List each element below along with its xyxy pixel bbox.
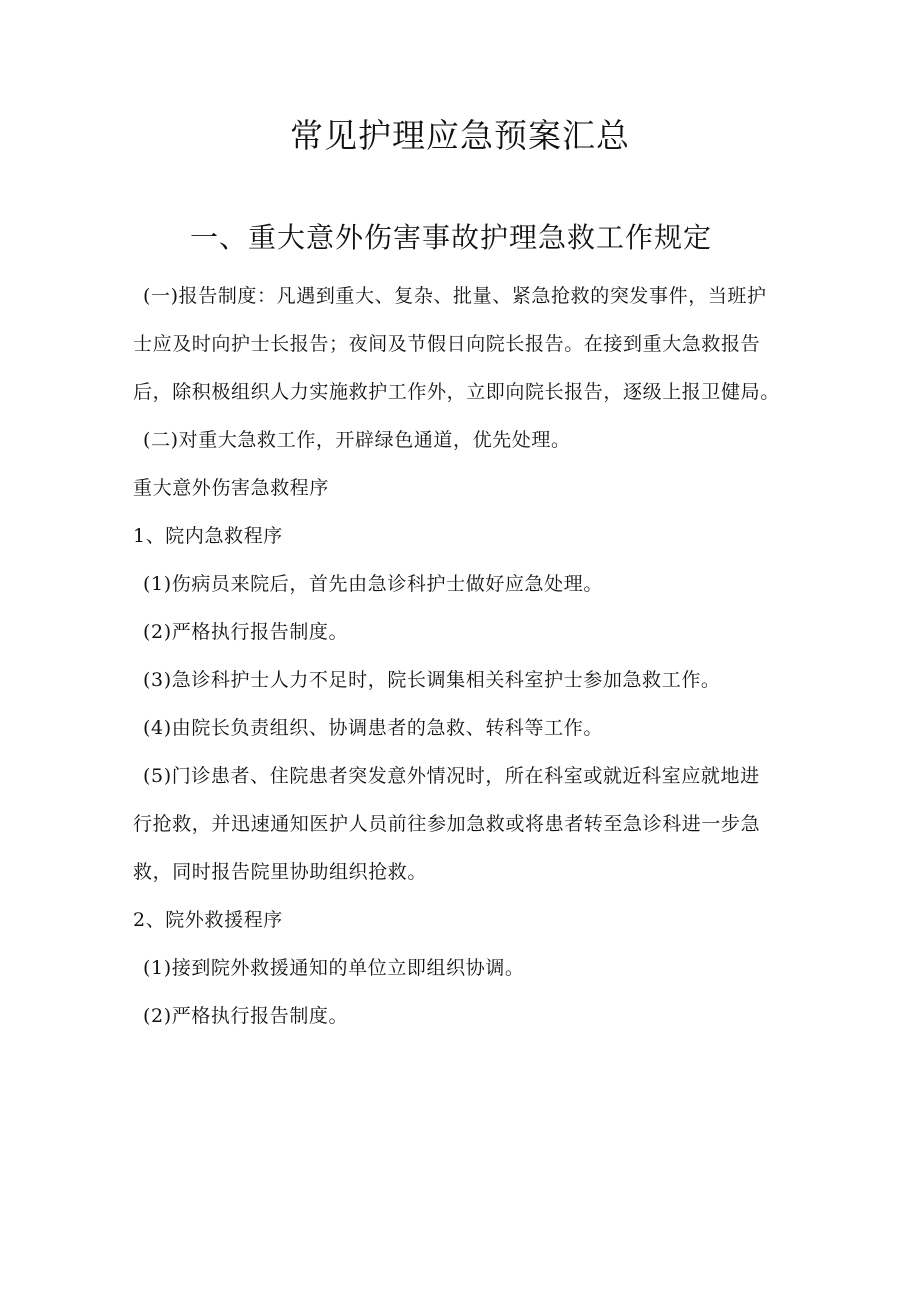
report-system-line-2: 士应及时向护士长报告；夜间及节假日向院长报告。在接到重大急救报告 xyxy=(133,333,761,355)
out-hospital-heading: 2、院外救援程序 xyxy=(133,909,283,931)
report-system-line-3: 后，除积极组织人力实施救护工作外，立即向院长报告，逐级上报卫健局。 xyxy=(133,381,780,403)
section-heading: 一、重大意外伤害事故护理急救工作规定 xyxy=(190,221,713,254)
in-hospital-item-1: (1)伤病员来院后，首先由急诊科护士做好应急处理。 xyxy=(143,573,603,595)
in-hospital-item-4: (4)由院长负责组织、协调患者的急救、转科等工作。 xyxy=(143,717,603,739)
out-hospital-item-2: (2)严格执行报告制度。 xyxy=(143,1005,349,1027)
green-channel-paragraph: (二)对重大急救工作，开辟绿色通道，优先处理。 xyxy=(143,429,571,451)
in-hospital-heading: 1、院内急救程序 xyxy=(133,525,283,547)
in-hospital-item-3: (3)急诊科护士人力不足时，院长调集相关科室护士参加急救工作。 xyxy=(143,669,721,691)
report-system-line-1: (一)报告制度：凡遇到重大、复杂、批量、紧急抢救的突发事件，当班护 xyxy=(143,285,767,307)
in-hospital-item-5-line-3: 救，同时报告院里协助组织抢救。 xyxy=(133,861,428,883)
in-hospital-item-5-line-1: (5)门诊患者、住院患者突发意外情况时，所在科室或就近科室应就地进 xyxy=(143,765,760,787)
in-hospital-item-5-line-2: 行抢救，并迅速通知医护人员前往参加急救或将患者转至急诊科进一步急 xyxy=(133,813,761,835)
document-title: 常见护理应急预案汇总 xyxy=(290,116,630,155)
out-hospital-item-1: (1)接到院外救援通知的单位立即组织协调。 xyxy=(143,957,525,979)
in-hospital-item-2: (2)严格执行报告制度。 xyxy=(143,621,349,643)
procedure-title: 重大意外伤害急救程序 xyxy=(133,477,330,499)
